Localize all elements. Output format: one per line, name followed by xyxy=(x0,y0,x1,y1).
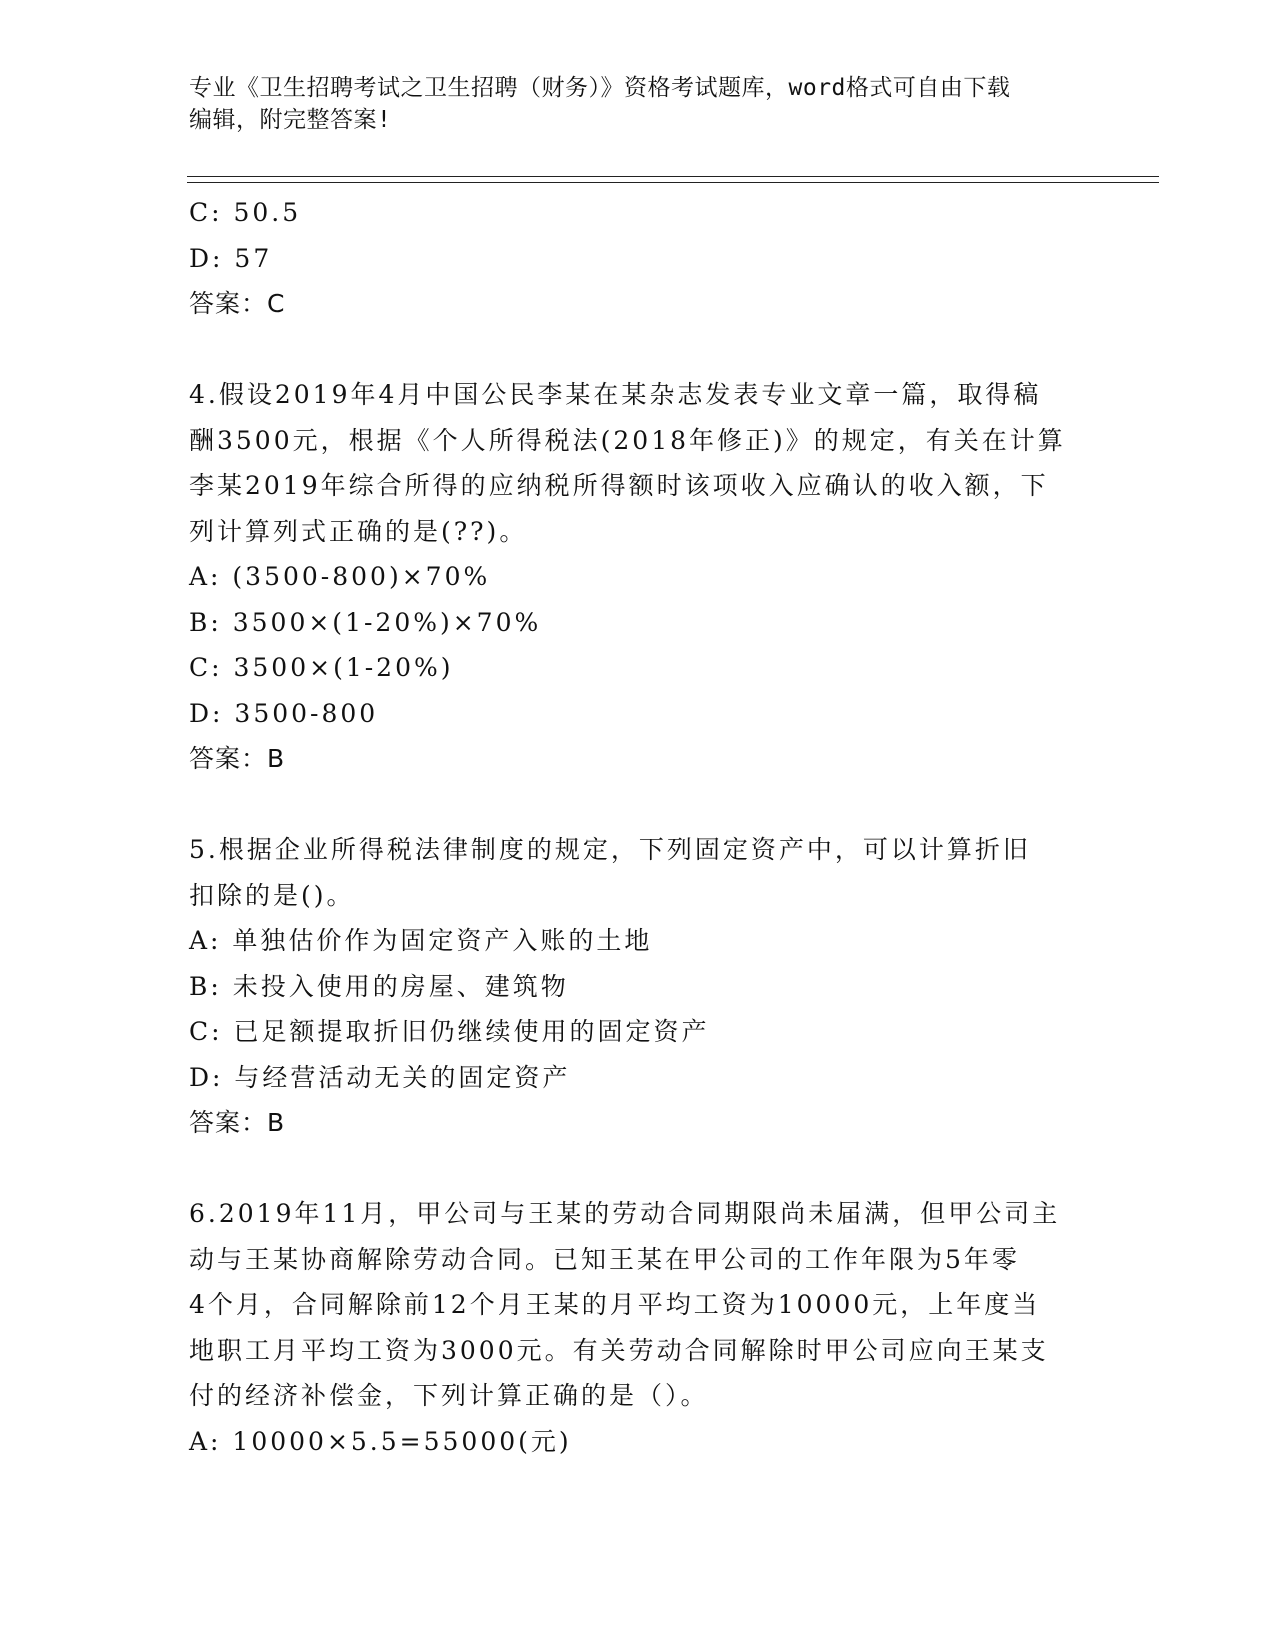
option-d: D: 3500-800 xyxy=(189,698,379,728)
option-b: B: 未投入使用的房屋、建筑物 xyxy=(189,971,569,1001)
question-spacer xyxy=(189,782,1089,828)
answer-line: 答案：B xyxy=(189,1108,286,1137)
question-content xyxy=(189,190,1089,1464)
option-a: A: 10000×5.5=55000(元) xyxy=(189,1426,572,1456)
question-stem-line: 4.假设2019年4月中国公民李某在某杂志发表专业文章一篇，取得稿 xyxy=(189,380,1042,409)
option-b: B: 3500×(1-20%)×70% xyxy=(189,607,542,637)
option-d: D: 57 xyxy=(189,243,273,273)
question-spacer xyxy=(189,1146,1089,1192)
question-stem-line: 付的经济补偿金，下列计算正确的是（）。 xyxy=(189,1381,709,1410)
question-stem-line: 4个月，合同解除前12个月王某的月平均工资为10000元，上年度当 xyxy=(189,1290,1041,1319)
question-6 xyxy=(189,1191,1089,1464)
question-stem-line: 扣除的是()。 xyxy=(189,880,355,910)
option-a: A: (3500-800)×70% xyxy=(189,562,491,591)
option-a: A: 单独估价作为固定资产入账的土地 xyxy=(189,926,653,955)
question-stem-line: 地职工月平均工资为3000元。有关劳动合同解除时甲公司应向王某支 xyxy=(189,1335,1049,1365)
page-header xyxy=(189,72,1089,136)
header-line-1: 专业《卫生招聘考试之卫生招聘（财务）》资格考试题库，word格式可自由下载 xyxy=(189,75,1011,101)
question-stem-line: 酬3500元，根据《个人所得税法(2018年修正)》的规定，有关在计算 xyxy=(189,425,1066,455)
header-line-2: 编辑，附完整答案! xyxy=(189,107,392,133)
question-5 xyxy=(189,827,1089,1146)
question-4 xyxy=(189,372,1089,782)
option-d: D: 与经营活动无关的固定资产 xyxy=(189,1062,571,1092)
header-divider-bottom xyxy=(187,182,1159,183)
option-c: C: 3500×(1-20%) xyxy=(189,653,454,682)
previous-question xyxy=(189,190,1089,327)
option-c: C: 已足额提取折旧仍继续使用的固定资产 xyxy=(189,1017,710,1046)
answer-line: 答案：B xyxy=(189,744,286,773)
question-stem-line: 5.根据企业所得税法律制度的规定，下列固定资产中，可以计算折旧 xyxy=(189,835,1031,864)
question-spacer xyxy=(189,327,1089,373)
option-c: C: 50.5 xyxy=(189,198,302,227)
question-stem-line: 6.2019年11月，甲公司与王某的劳动合同期限尚未届满，但甲公司主 xyxy=(189,1199,1061,1228)
question-stem-line: 列计算列式正确的是(??)。 xyxy=(189,516,528,546)
answer-line: 答案：C xyxy=(189,289,286,318)
question-stem-line: 动与王某协商解除劳动合同。已知王某在甲公司的工作年限为5年零 xyxy=(189,1244,1020,1274)
question-stem-line: 李某2019年综合所得的应纳税所得额时该项收入应确认的收入额，下 xyxy=(189,471,1049,500)
header-divider-top xyxy=(187,176,1159,177)
